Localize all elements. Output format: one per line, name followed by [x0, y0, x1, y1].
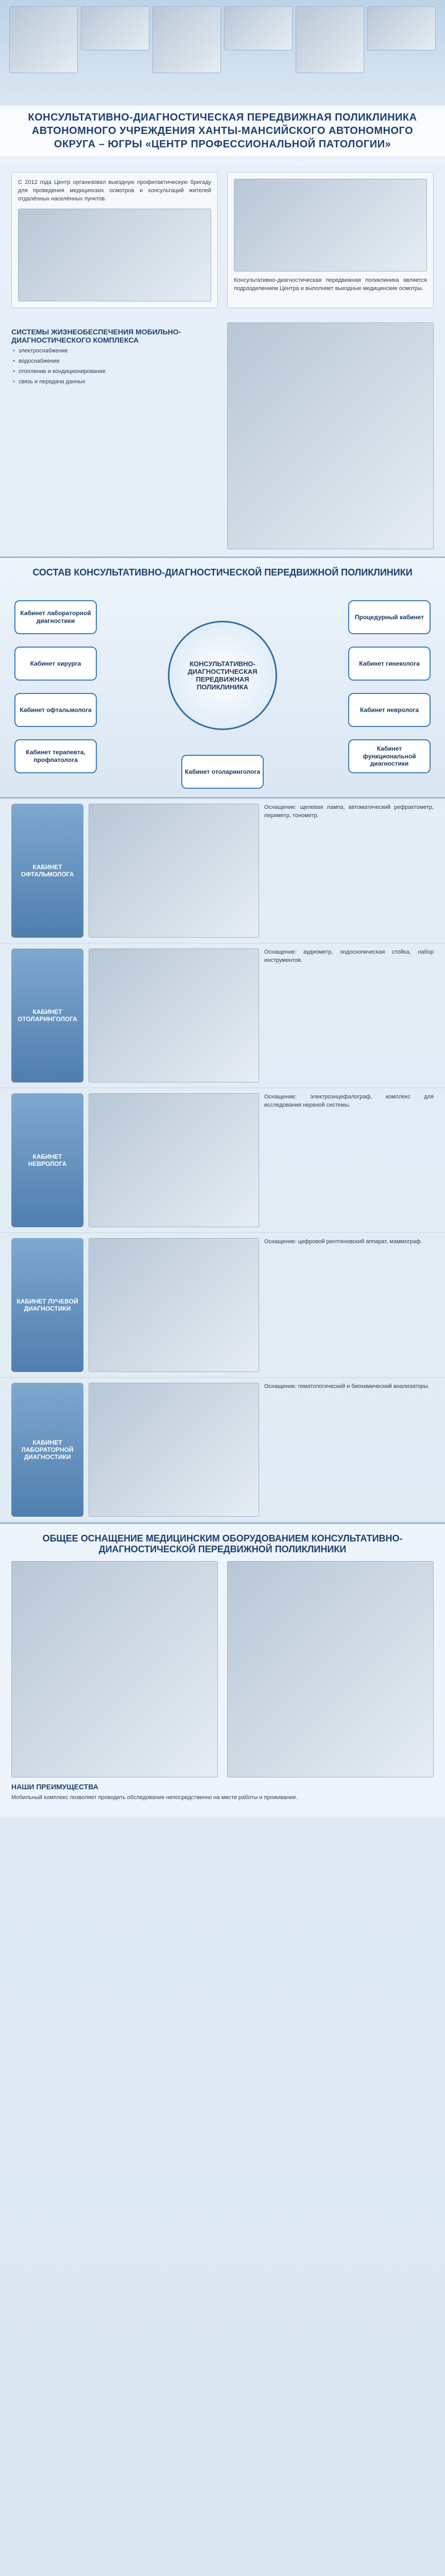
vehicle-photo: [227, 323, 434, 549]
mobile-heading: СИСТЕМЫ ЖИЗНЕОБЕСПЕЧЕНИЯ МОБИЛЬНО-ДИАГНОСТИЧЕСКОГО КОМПЛЕКСА: [11, 327, 181, 344]
cabinet-text: Оснащение: цифровой рентгеновский аппарат, маммограф.: [264, 1238, 422, 1245]
cabinet-text: Оснащение: аудиометр, эндоскопическая стойка, набор инструментов.: [264, 948, 434, 963]
photo: [89, 948, 259, 1082]
cabinet-label: КАБИНЕТ НЕВРОЛОГА: [11, 1093, 83, 1227]
photo: [89, 1383, 259, 1517]
diagram-node: Кабинет гинеколога: [348, 647, 431, 681]
page-title: КОНСУЛЬТАТИВНО-ДИАГНОСТИЧЕСКАЯ ПЕРЕДВИЖНАЯ ПОЛИКЛИНИКА АВТОНОМНОГО УЧРЕЖДЕНИЯ ХАНТЫ-МАНСИЙСКОГО АВТОНОМНОГО ОКРУГА – ЮГРЫ «ЦЕНТР ПРОФЕССИОНАЛЬНОЙ ПАТОЛОГИИ»: [28, 112, 417, 150]
cabinet-text: Оснащение: электроэнцефалограф, комплекс для исследования нервной системы.: [264, 1093, 434, 1108]
footer-section: [0, 1522, 445, 1817]
diagram-node: Кабинет отоларинголога: [181, 755, 264, 789]
intro-right: [227, 172, 434, 308]
cabinet-row: [0, 1233, 445, 1378]
cabinet-label: КАБИНЕТ ОФТАЛЬМОЛОГА: [11, 804, 83, 938]
photo: [9, 6, 78, 73]
diagram-node: Кабинет невролога: [348, 693, 431, 727]
photo: [89, 1238, 259, 1372]
cabinet-label: КАБИНЕТ ЛУЧЕВОЙ ДИАГНОСТИКИ: [11, 1238, 83, 1372]
photo: [11, 1561, 218, 1777]
mobile-item: • электроснабжение: [19, 347, 218, 355]
footer-title: ОБЩЕЕ ОСНАЩЕНИЕ МЕДИЦИНСКИМ ОБОРУДОВАНИЕМ КОНСУЛЬТАТИВНО-ДИАГНОСТИЧЕСКОЙ ПЕРЕДВИЖНОЙ ПОЛИКЛИНИКИ: [42, 1533, 403, 1554]
diagram-center: КОНСУЛЬТАТИВНО-ДИАГНОСТИЧЕСКАЯ ПЕРЕДВИЖНАЯ ПОЛИКЛИНИКА: [168, 621, 277, 730]
intro-left-text: С 2012 года Центр организовал выездную профилактическую бригаду для проведения медицинских осмотров и консультаций жителей отдалённых населённых пунктов.: [18, 179, 211, 202]
composition-diagram: [0, 556, 445, 799]
cabinet-row: [0, 943, 445, 1088]
intro-section: [0, 165, 445, 315]
diagram-node: Кабинет функциональной диагностики: [348, 739, 431, 773]
diagram-node: Процедурный кабинет: [348, 600, 431, 634]
diagram-title: СОСТАВ КОНСУЛЬТАТИВНО-ДИАГНОСТИЧЕСКОЙ ПЕРЕДВИЖНОЙ ПОЛИКЛИНИКИ: [32, 567, 413, 578]
mobile-section: [0, 315, 445, 556]
diagram-node: Кабинет лабораторной диагностики: [14, 600, 97, 634]
cabinet-label: КАБИНЕТ ЛАБОРАТОРНОЙ ДИАГНОСТИКИ: [11, 1383, 83, 1517]
photo: [367, 6, 436, 50]
mobile-item: • отопление и кондиционирование: [19, 368, 218, 376]
cabinet-row: [0, 799, 445, 943]
cabinet-list: [0, 799, 445, 1522]
photo: [224, 6, 293, 50]
photo: [81, 6, 149, 50]
cabinet-row: [0, 1088, 445, 1233]
intro-left: [11, 172, 218, 308]
photo: [89, 1093, 259, 1227]
photo: [18, 209, 211, 301]
cabinet-row: [0, 1378, 445, 1522]
photo: [227, 1561, 434, 1777]
cabinet-text: Оснащение: щелевая лампа, автоматический рефрактометр, периметр, тонометр.: [264, 804, 434, 819]
diagram-node: Кабинет терапевта, профпатолога: [14, 739, 97, 773]
mobile-item: • водоснабжение: [19, 358, 218, 366]
intro-right-text: Консультативно-диагностическая передвижная поликлиника является подразделением Центра и выполняет выездные медицинские осмотры.: [234, 277, 427, 292]
mobile-item: • связь и передача данных: [19, 378, 218, 386]
diagram-node: Кабинет офтальмолога: [14, 693, 97, 727]
footer-text: Мобильный комплекс позволяет проводить обследование непосредственно на месте работы и проживания.: [11, 1794, 298, 1801]
photo: [234, 179, 427, 272]
page-title-band: [0, 106, 445, 156]
cabinet-label: КАБИНЕТ ОТОЛАРИНГОЛОГА: [11, 948, 83, 1082]
photo: [89, 804, 259, 938]
advantages-heading: НАШИ ПРЕИМУЩЕСТВА: [11, 1782, 98, 1791]
hero-photo-grid: [0, 0, 445, 73]
diagram-node: Кабинет хирурга: [14, 647, 97, 681]
hero-section: [0, 0, 445, 165]
photo: [152, 6, 221, 73]
cabinet-text: Оснащение: гематологический и биохимический анализаторы.: [264, 1383, 430, 1389]
photo: [296, 6, 364, 73]
